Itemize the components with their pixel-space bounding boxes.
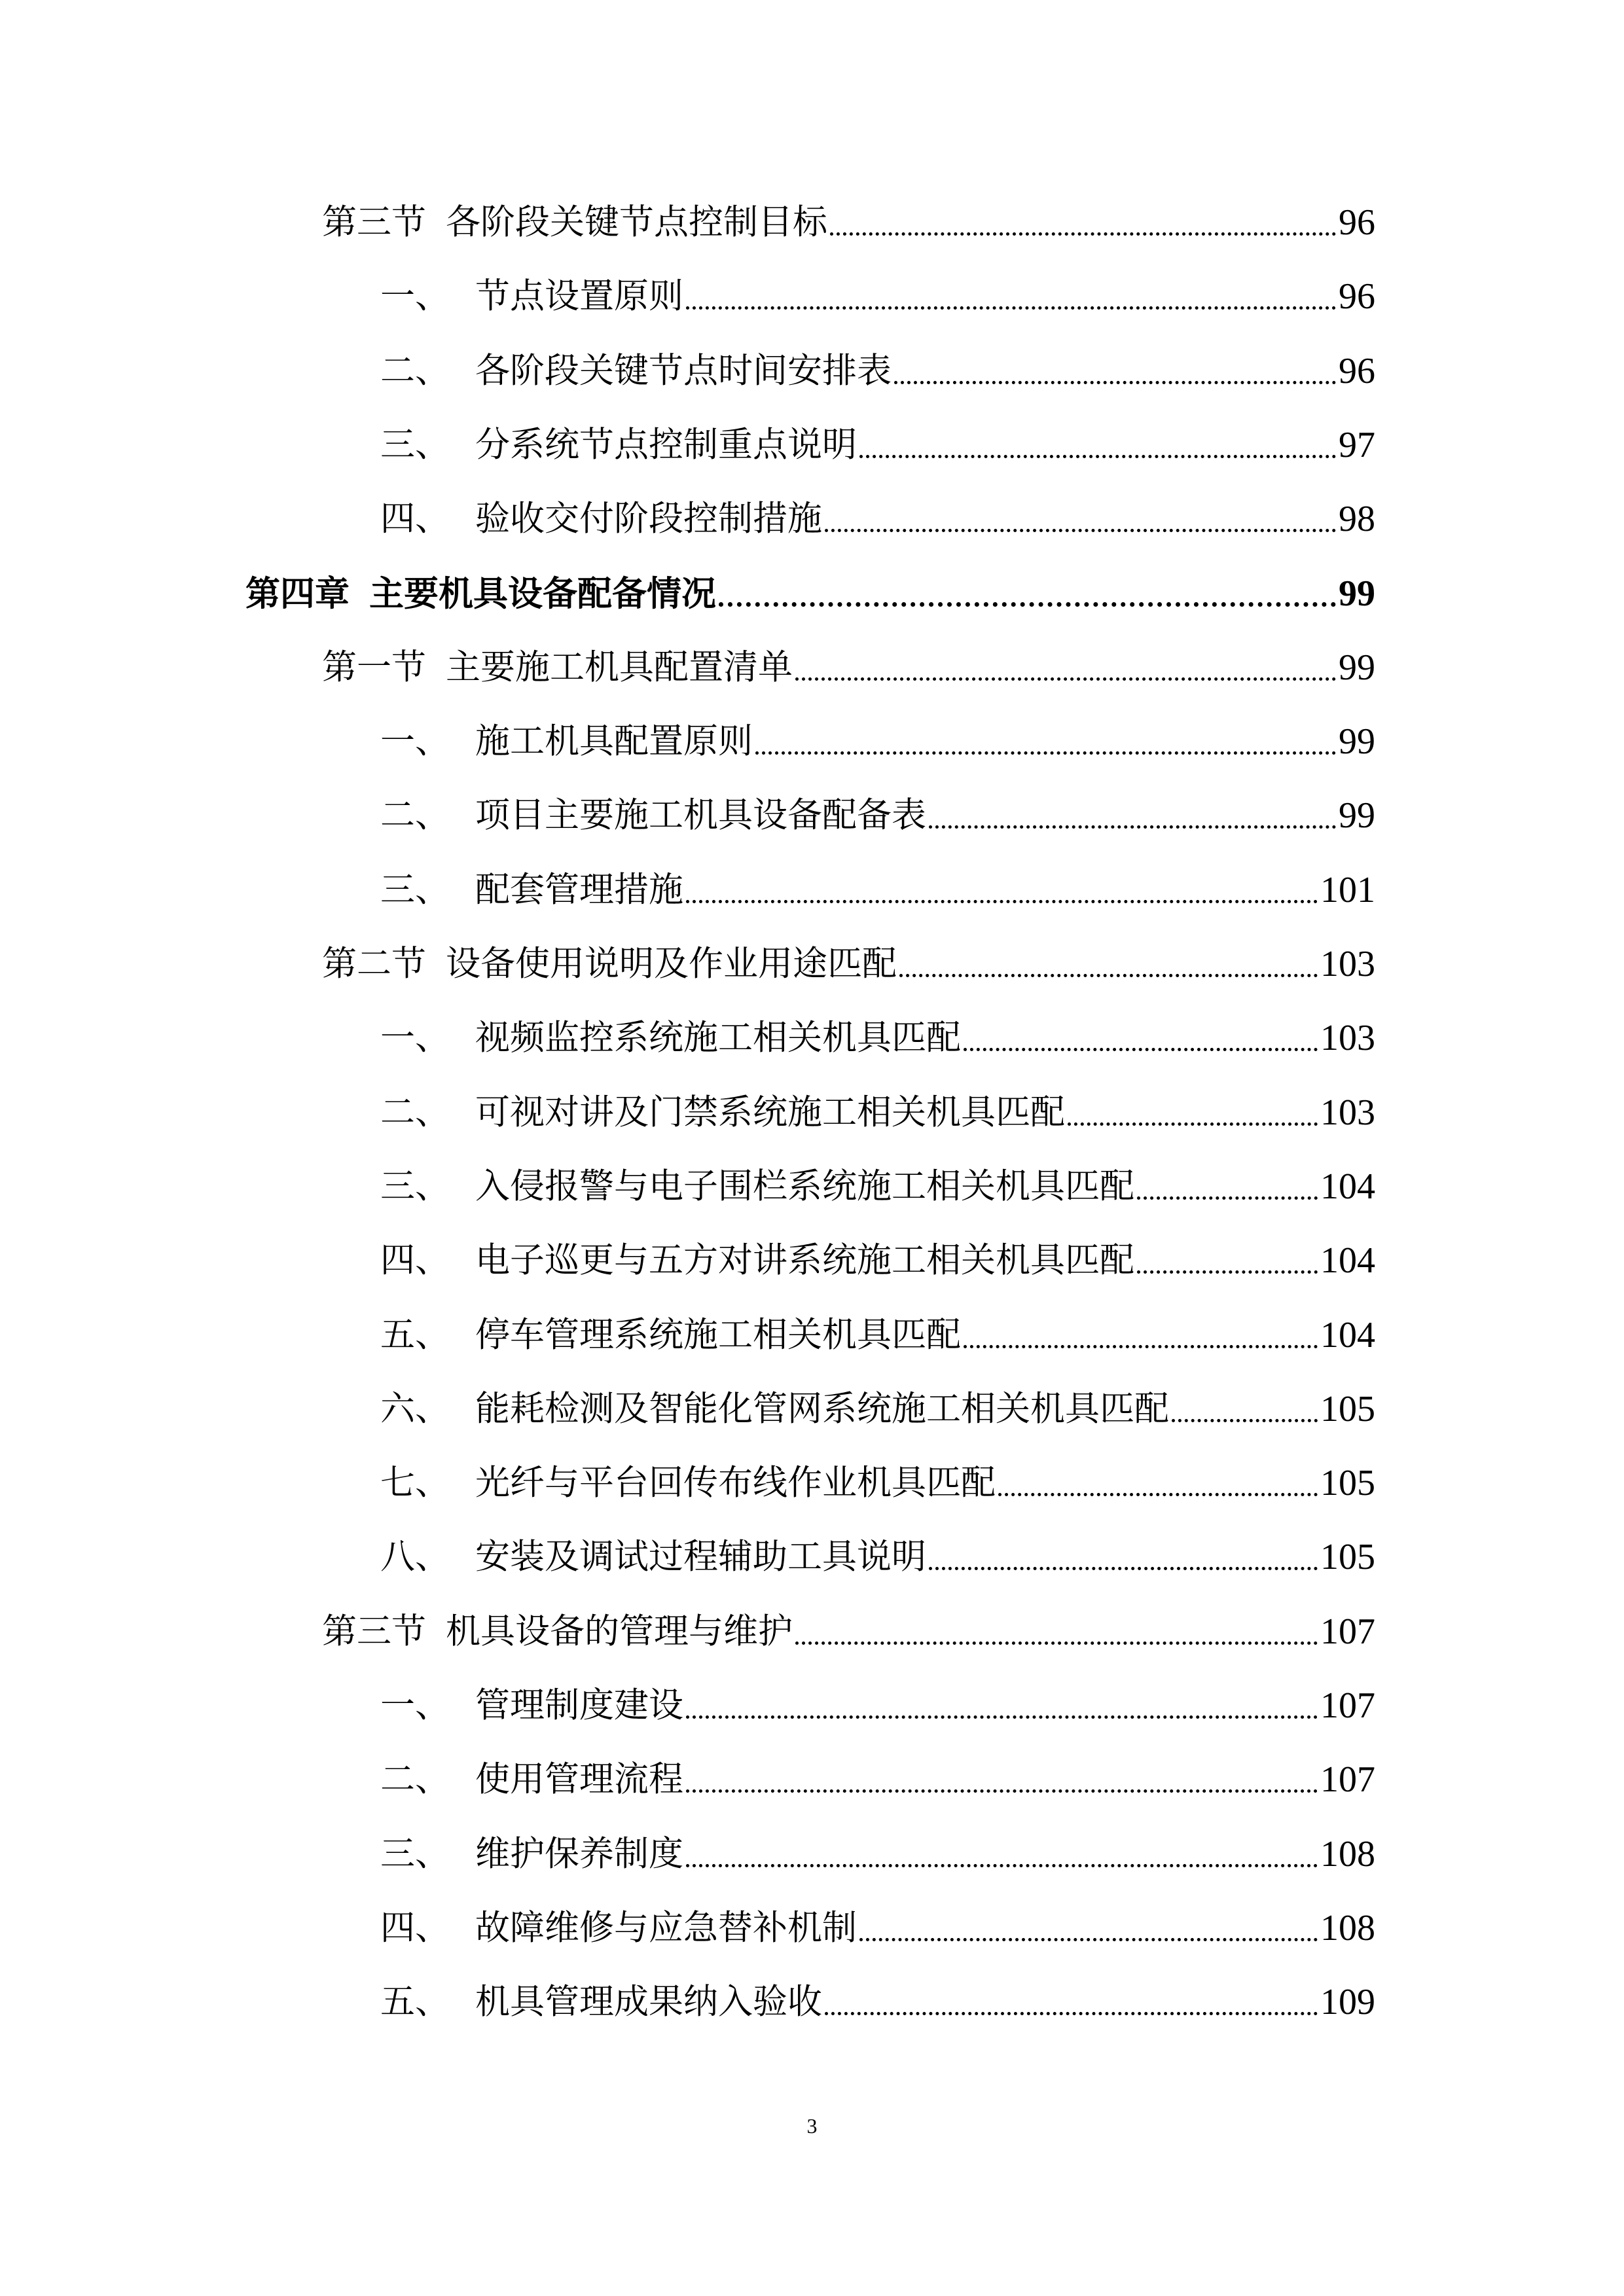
toc-entry-label: 一、 [380, 276, 450, 317]
toc-entry-title: 视频监控系统施工相关机具匹配 [475, 1018, 961, 1058]
toc-entry-title: 各阶段关键节点控制目标 [446, 202, 827, 242]
toc-entry-title: 可视对讲及门禁系统施工相关机具匹配 [475, 1092, 1065, 1132]
toc-entry-page: 108 [1320, 1833, 1375, 1874]
toc-entry-label: 五、 [380, 1982, 450, 2022]
toc-entry-title: 各阶段关键节点时间安排表 [475, 350, 892, 391]
toc-entry-title: 主要机具设备配备情况 [369, 573, 716, 614]
dot-leader [1172, 1419, 1318, 1422]
toc-entry-title: 设备使用说明及作业用途匹配 [446, 944, 897, 984]
dot-leader [830, 232, 1336, 236]
toc-entry-item[interactable] [380, 1531, 1375, 1583]
toc-entry-chapter[interactable] [245, 567, 1375, 620]
toc-entry-label: 五、 [380, 1314, 450, 1355]
dot-leader [825, 2012, 1318, 2015]
toc-entry-page: 103 [1320, 1092, 1375, 1133]
toc-entry-item[interactable] [380, 1309, 1375, 1361]
toc-entry-title: 电子巡更与五方对讲系统施工相关机具匹配 [475, 1240, 1134, 1281]
toc-entry-page: 104 [1320, 1166, 1375, 1207]
page-number: 3 [806, 2114, 818, 2138]
toc-entry-title: 项目主要施工机具设备配备表 [475, 795, 926, 836]
dot-leader [1137, 1270, 1318, 1274]
toc-entry-page: 107 [1320, 1611, 1375, 1652]
toc-entry-page: 105 [1320, 1388, 1375, 1429]
toc-entry-item[interactable] [380, 1160, 1375, 1213]
toc-entry-item[interactable] [380, 1753, 1375, 1806]
dot-leader [825, 529, 1336, 532]
dot-leader [929, 825, 1336, 829]
toc-entry-label: 一、 [380, 1685, 450, 1725]
toc-entry-title: 使用管理流程 [475, 1759, 683, 1800]
toc-entry-label: 二、 [380, 1092, 450, 1132]
toc-entry-title: 分系统节点控制重点说明 [475, 424, 857, 465]
toc-entry-item[interactable] [380, 419, 1375, 471]
toc-entry-page: 96 [1339, 350, 1375, 391]
toc-entry-title: 机具设备的管理与维护 [446, 1611, 793, 1651]
dot-leader [998, 1493, 1318, 1496]
toc-entry-label: 二、 [380, 1759, 450, 1800]
dot-leader [964, 1048, 1318, 1051]
toc-entry-item[interactable] [380, 789, 1375, 842]
toc-entry-page: 103 [1320, 944, 1375, 984]
toc-entry-title: 施工机具配置原则 [475, 721, 753, 762]
toc-entry-item[interactable] [380, 1086, 1375, 1139]
toc-entry-section[interactable] [322, 1605, 1375, 1658]
toc-entry-label: 第一节 [322, 647, 426, 687]
toc-entry-page: 99 [1339, 795, 1375, 836]
toc-entry-item[interactable] [380, 1902, 1375, 1954]
toc-entry-title: 安装及调试过程辅助工具说明 [475, 1537, 926, 1577]
toc-entry-page: 108 [1320, 1907, 1375, 1948]
dot-leader [686, 306, 1336, 310]
dot-leader [1137, 1196, 1318, 1200]
dot-leader [859, 455, 1336, 458]
toc-entry-page: 99 [1339, 647, 1375, 688]
toc-entry-title: 停车管理系统施工相关机具匹配 [475, 1314, 961, 1355]
dot-leader [929, 1567, 1318, 1570]
toc-entry-label: 六、 [380, 1388, 450, 1429]
dot-leader [1068, 1122, 1318, 1126]
dot-leader [859, 1938, 1318, 1941]
dot-leader [899, 974, 1318, 977]
dot-leader [686, 1864, 1318, 1867]
toc-entry-title: 光纤与平台回传布线作业机具匹配 [475, 1463, 996, 1503]
toc-entry-page: 99 [1339, 721, 1375, 762]
dot-leader [964, 1345, 1318, 1348]
toc-entry-label: 第三节 [322, 202, 426, 242]
toc-entry-label: 第四章 [245, 573, 350, 614]
dot-leader [686, 1715, 1318, 1719]
toc-entry-title: 能耗检测及智能化管网系统施工相关机具匹配 [475, 1388, 1169, 1429]
toc-entry-page: 104 [1320, 1314, 1375, 1355]
toc-entry-label: 一、 [380, 721, 450, 762]
toc-entry-page: 107 [1320, 1759, 1375, 1801]
toc-entry-title: 管理制度建设 [475, 1685, 683, 1725]
toc-entry-title: 维护保养制度 [475, 1833, 683, 1874]
toc-entry-page: 99 [1339, 573, 1375, 614]
toc-entry-item[interactable] [380, 1383, 1375, 1435]
dot-leader [795, 1641, 1318, 1645]
dot-leader [686, 1789, 1318, 1793]
toc-entry-title: 故障维修与应急替补机制 [475, 1907, 857, 1948]
toc-entry-label: 第二节 [322, 944, 426, 984]
dot-leader [795, 677, 1336, 681]
dot-leader [894, 381, 1336, 384]
toc-entry-label: 三、 [380, 869, 450, 910]
toc-entry-page: 97 [1339, 424, 1375, 465]
toc-entry-label: 四、 [380, 499, 450, 539]
toc-entry-title: 验收交付阶段控制措施 [475, 499, 822, 539]
toc-entry-page: 103 [1320, 1018, 1375, 1059]
toc-entry-label: 二、 [380, 795, 450, 836]
toc-entry-item[interactable] [380, 1457, 1375, 1509]
toc-entry-label: 四、 [380, 1240, 450, 1281]
toc-entry-page: 104 [1320, 1240, 1375, 1282]
dot-leader [686, 900, 1318, 903]
toc-entry-title: 入侵报警与电子围栏系统施工相关机具匹配 [475, 1166, 1134, 1206]
dot-leader [719, 602, 1336, 607]
toc-entry-item[interactable] [380, 1976, 1375, 2028]
toc-entry-label: 八、 [380, 1537, 450, 1577]
toc-entry-item[interactable] [380, 715, 1375, 768]
toc-entry-page: 96 [1339, 276, 1375, 317]
toc-entry-item[interactable] [380, 1679, 1375, 1732]
toc-entry-label: 三、 [380, 1166, 450, 1206]
toc-entry-title: 机具管理成果纳入验收 [475, 1982, 822, 2022]
toc-entry-title: 主要施工机具配置清单 [446, 647, 793, 687]
toc-entry-section[interactable] [322, 938, 1375, 990]
toc-entry-page: 107 [1320, 1685, 1375, 1726]
toc-entry-label: 四、 [380, 1907, 450, 1948]
toc-entry-label: 七、 [380, 1463, 450, 1503]
toc-entry-title: 配套管理措施 [475, 869, 683, 910]
toc-entry-item[interactable] [380, 270, 1375, 323]
toc-entry-item[interactable] [380, 1234, 1375, 1287]
toc-entry-item[interactable] [380, 864, 1375, 916]
toc-entry-label: 第三节 [322, 1611, 426, 1651]
toc-entry-page: 105 [1320, 1537, 1375, 1578]
toc-entry-item[interactable] [380, 1828, 1375, 1880]
toc-entry-section[interactable] [322, 641, 1375, 694]
toc-entry-page: 109 [1320, 1982, 1375, 2023]
toc-entry-page: 105 [1320, 1463, 1375, 1504]
toc-entry-item[interactable] [380, 1012, 1375, 1064]
toc-entry-page: 101 [1320, 869, 1375, 910]
toc-entry-page: 96 [1339, 202, 1375, 243]
toc-entry-label: 一、 [380, 1018, 450, 1058]
toc-entry-section[interactable] [322, 196, 1375, 249]
toc-entry-page: 98 [1339, 499, 1375, 540]
toc-entry-item[interactable] [380, 345, 1375, 397]
toc-entry-label: 三、 [380, 424, 450, 465]
toc-entry-label: 三、 [380, 1833, 450, 1874]
dot-leader [755, 751, 1336, 755]
toc-entry-label: 二、 [380, 350, 450, 391]
toc-entry-title: 节点设置原则 [475, 276, 683, 317]
toc-entry-item[interactable] [380, 493, 1375, 545]
